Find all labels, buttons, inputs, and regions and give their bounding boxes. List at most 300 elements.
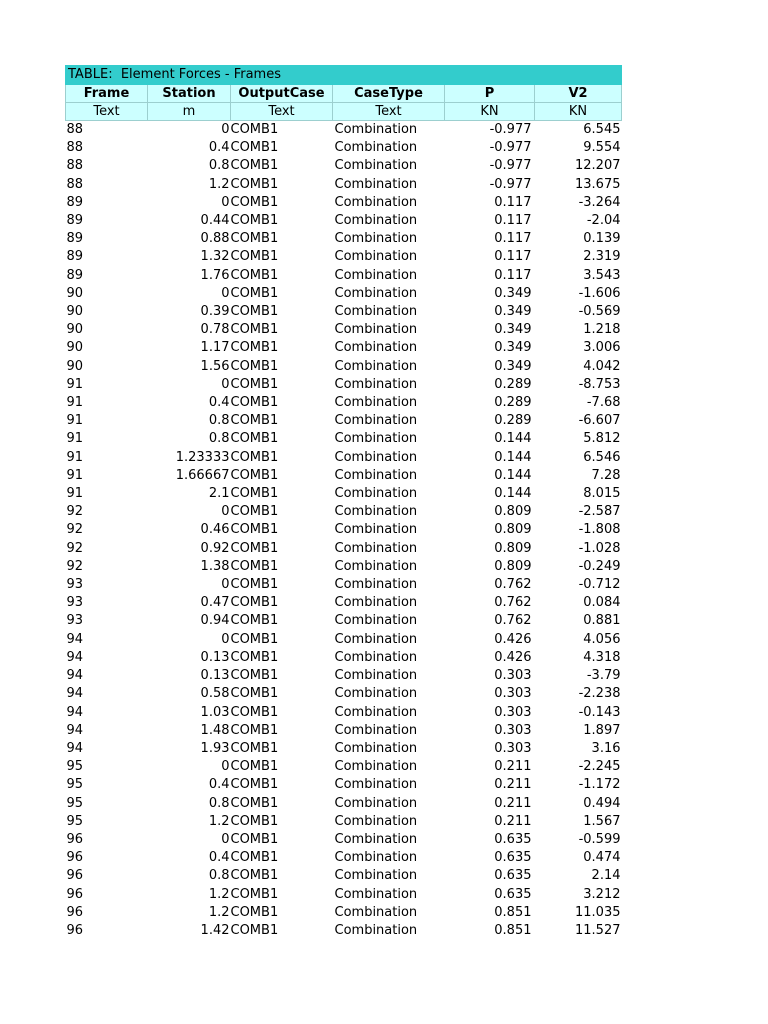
cell-frame[interactable]: 89 [66,249,84,265]
header-station[interactable]: Station [148,85,231,103]
cell-p[interactable]: 0.426 [494,649,532,665]
cell-case-type[interactable]: Combination [334,577,418,593]
cell-output-case[interactable]: COMB1 [230,668,279,684]
cell-frame[interactable]: 89 [66,194,84,210]
cell-station[interactable]: 0.13 [200,668,230,684]
cell-p[interactable]: 0.809 [494,522,532,538]
cell-frame[interactable]: 88 [66,122,84,137]
cell-case-type[interactable]: Combination [334,813,418,829]
cell-frame[interactable]: 91 [66,431,84,447]
cell-frame[interactable]: 89 [66,231,84,247]
cell-output-case[interactable]: COMB1 [230,850,279,866]
cell-v2[interactable]: -3.264 [578,194,621,210]
cell-p[interactable]: 0.144 [494,467,532,483]
cell-case-type[interactable]: Combination [334,649,418,665]
table-row [66,467,622,485]
cell-p[interactable]: 0.349 [494,358,532,374]
cell-station[interactable]: 2.1 [208,486,230,502]
table-row [66,303,622,321]
cell-p[interactable]: 0.144 [494,486,532,502]
cell-station[interactable]: 1.17 [200,340,230,356]
cell-case-type[interactable]: Combination [334,850,418,866]
cell-p[interactable]: 0.117 [494,249,532,265]
cell-v2[interactable]: -1.606 [578,285,621,301]
cell-v2[interactable]: 6.545 [583,122,621,137]
cell-p[interactable]: 0.809 [494,558,532,574]
cell-p[interactable]: 0.303 [494,740,532,756]
cell-frame[interactable]: 96 [66,831,84,847]
cell-v2[interactable]: 7.28 [591,467,621,483]
cell-frame[interactable]: 92 [66,540,84,556]
table-row [66,576,622,594]
cell-v2[interactable]: 0.881 [583,613,621,629]
cell-output-case[interactable]: COMB1 [230,558,279,574]
cell-station[interactable]: 1.32 [200,249,230,265]
cell-station[interactable]: 0.8 [208,158,230,174]
cell-station[interactable]: 0 [221,194,230,210]
unit-station[interactable]: m [148,103,231,121]
cell-station[interactable]: 1.2 [208,813,230,829]
cell-frame[interactable]: 94 [66,740,84,756]
cell-station[interactable]: 1.2 [208,176,230,192]
cell-v2[interactable]: 11.035 [575,904,621,920]
cell-station[interactable]: 1.2 [208,904,230,920]
cell-output-case[interactable]: COMB1 [230,358,279,374]
cell-v2[interactable]: 3.006 [583,340,621,356]
cell-case-type[interactable]: Combination [334,886,418,902]
cell-frame[interactable]: 93 [66,613,84,629]
cell-p[interactable]: 0.809 [494,504,532,520]
cell-frame[interactable]: 90 [66,322,84,338]
cell-p[interactable]: 0.809 [494,540,532,556]
cell-frame[interactable]: 89 [66,267,84,283]
cell-output-case[interactable]: COMB1 [230,540,279,556]
cell-v2[interactable]: -0.599 [578,831,621,847]
cell-station[interactable]: 1.66667 [175,467,230,483]
cell-p[interactable]: 0.117 [494,194,532,210]
cell-v2[interactable]: 3.16 [591,740,621,756]
cell-output-case[interactable]: COMB1 [230,340,279,356]
cell-station[interactable]: 0 [221,285,230,301]
table-title[interactable]: TABLE: Element Forces - Frames [66,66,622,85]
table-row [66,667,622,685]
cell-output-case[interactable]: COMB1 [230,759,279,775]
table-row [66,704,622,722]
cell-frame[interactable]: 93 [66,595,84,611]
cell-p[interactable]: -0.977 [489,122,532,137]
cell-station[interactable]: 1.03 [200,704,230,720]
cell-output-case[interactable]: COMB1 [230,395,279,411]
cell-output-case[interactable]: COMB1 [230,904,279,920]
cell-station[interactable]: 0.44 [200,213,230,229]
cell-p[interactable]: 0.349 [494,340,532,356]
cell-case-type[interactable]: Combination [334,831,418,847]
cell-v2[interactable]: 3.212 [583,886,621,902]
cell-output-case[interactable]: COMB1 [230,285,279,301]
cell-p[interactable]: 0.144 [494,431,532,447]
cell-v2[interactable]: -0.569 [578,304,621,320]
cell-output-case[interactable]: COMB1 [230,431,279,447]
cell-output-case[interactable]: COMB1 [230,213,279,229]
cell-p[interactable]: 0.303 [494,686,532,702]
cell-v2[interactable]: -0.143 [578,704,621,720]
cell-v2[interactable]: 13.675 [575,176,621,192]
cell-case-type[interactable]: Combination [334,668,418,684]
cell-station[interactable]: 0 [221,122,230,137]
table-row [66,831,622,849]
cell-p[interactable]: 0.426 [494,631,532,647]
cell-v2[interactable]: -1.028 [578,540,621,556]
cell-p[interactable]: 0.211 [494,813,532,829]
cell-v2[interactable]: -8.753 [578,376,621,392]
cell-station[interactable]: 0 [221,577,230,593]
cell-case-type[interactable]: Combination [334,140,418,156]
cell-station[interactable]: 0.4 [208,395,230,411]
cell-case-type[interactable]: Combination [334,213,418,229]
table-row [66,285,622,303]
cell-output-case[interactable]: COMB1 [230,449,279,465]
cell-output-case[interactable]: COMB1 [230,649,279,665]
cell-v2[interactable]: 3.543 [583,267,621,283]
table-row [66,904,622,922]
cell-v2[interactable]: 0.084 [583,595,621,611]
cell-frame[interactable]: 94 [66,722,84,738]
cell-frame[interactable]: 90 [66,285,84,301]
cell-output-case[interactable]: COMB1 [230,194,279,210]
cell-frame[interactable]: 96 [66,886,84,902]
cell-output-case[interactable]: COMB1 [230,868,279,884]
cell-p[interactable]: 0.349 [494,322,532,338]
cell-output-case[interactable]: COMB1 [230,886,279,902]
cell-frame[interactable]: 91 [66,467,84,483]
cell-station[interactable]: 0.88 [200,231,230,247]
cell-v2[interactable]: 0.494 [583,795,621,811]
cell-frame[interactable]: 90 [66,304,84,320]
cell-v2[interactable]: 1.897 [583,722,621,738]
cell-case-type[interactable]: Combination [334,704,418,720]
cell-frame[interactable]: 95 [66,777,84,793]
cell-station[interactable]: 0.13 [200,649,230,665]
cell-output-case[interactable]: COMB1 [230,595,279,611]
table-row [66,485,622,503]
cell-p[interactable]: 0.117 [494,231,532,247]
cell-output-case[interactable]: COMB1 [230,613,279,629]
cell-v2[interactable]: 2.319 [583,249,621,265]
cell-case-type[interactable]: Combination [334,376,418,392]
cell-case-type[interactable]: Combination [334,340,418,356]
cell-frame[interactable]: 94 [66,631,84,647]
cell-output-case[interactable]: COMB1 [230,140,279,156]
header-v2[interactable]: V2 [535,85,622,103]
cell-case-type[interactable]: Combination [334,795,418,811]
cell-station[interactable]: 0.4 [208,850,230,866]
cell-p[interactable]: 0.211 [494,759,532,775]
cell-case-type[interactable]: Combination [334,904,418,920]
cell-frame[interactable]: 94 [66,668,84,684]
cell-output-case[interactable]: COMB1 [230,176,279,192]
header-frame[interactable]: Frame [66,85,148,103]
cell-case-type[interactable]: Combination [334,595,418,611]
cell-case-type[interactable]: Combination [334,413,418,429]
cell-v2[interactable]: -2.245 [578,759,621,775]
cell-p[interactable]: 0.303 [494,668,532,684]
cell-station[interactable]: 0.4 [208,777,230,793]
cell-v2[interactable]: -2.238 [578,686,621,702]
cell-station[interactable]: 0.8 [208,413,230,429]
cell-output-case[interactable]: COMB1 [230,813,279,829]
cell-p[interactable]: 0.289 [494,376,532,392]
cell-frame[interactable]: 94 [66,686,84,702]
cell-case-type[interactable]: Combination [334,449,418,465]
cell-output-case[interactable]: COMB1 [230,577,279,593]
cell-case-type[interactable]: Combination [334,686,418,702]
cell-v2[interactable]: -3.79 [586,668,621,684]
cell-case-type[interactable]: Combination [334,777,418,793]
cell-output-case[interactable]: COMB1 [230,722,279,738]
cell-p[interactable]: 0.851 [494,922,532,938]
cell-frame[interactable]: 95 [66,813,84,829]
cell-case-type[interactable]: Combination [334,395,418,411]
cell-output-case[interactable]: COMB1 [230,304,279,320]
cell-output-case[interactable]: COMB1 [230,831,279,847]
cell-frame[interactable]: 88 [66,140,84,156]
cell-output-case[interactable]: COMB1 [230,686,279,702]
cell-case-type[interactable]: Combination [334,285,418,301]
cell-v2[interactable]: -6.607 [578,413,621,429]
cell-case-type[interactable]: Combination [334,558,418,574]
cell-frame[interactable]: 91 [66,449,84,465]
cell-frame[interactable]: 95 [66,795,84,811]
cell-p[interactable]: 0.303 [494,722,532,738]
cell-case-type[interactable]: Combination [334,922,418,938]
cell-case-type[interactable]: Combination [334,158,418,174]
cell-station[interactable]: 0 [221,504,230,520]
cell-p[interactable]: 0.144 [494,449,532,465]
cell-station[interactable]: 1.2 [208,886,230,902]
cell-station[interactable]: 0.8 [208,795,230,811]
cell-case-type[interactable]: Combination [334,613,418,629]
cell-frame[interactable]: 96 [66,850,84,866]
cell-p[interactable]: 0.303 [494,704,532,720]
cell-frame[interactable]: 92 [66,558,84,574]
unit-frame[interactable]: Text [66,103,148,121]
cell-p[interactable]: 0.211 [494,777,532,793]
unit-p[interactable]: KN [445,103,535,121]
cell-output-case[interactable]: COMB1 [230,158,279,174]
cell-p[interactable]: 0.851 [494,904,532,920]
cell-case-type[interactable]: Combination [334,759,418,775]
table-row [66,631,622,649]
cell-case-type[interactable]: Combination [334,740,418,756]
cell-station[interactable]: 0.94 [200,613,230,629]
cell-v2[interactable]: -1.808 [578,522,621,538]
cell-station[interactable]: 0.58 [200,686,230,702]
cell-frame[interactable]: 90 [66,340,84,356]
cell-output-case[interactable]: COMB1 [230,413,279,429]
header-p[interactable]: P [445,85,535,103]
cell-frame[interactable]: 91 [66,376,84,392]
cell-output-case[interactable]: COMB1 [230,795,279,811]
cell-v2[interactable]: -2.04 [586,213,621,229]
cell-p[interactable]: 0.117 [494,267,532,283]
cell-v2[interactable]: 1.567 [583,813,621,829]
cell-station[interactable]: 1.38 [200,558,230,574]
cell-output-case[interactable]: COMB1 [230,122,279,137]
cell-case-type[interactable]: Combination [334,304,418,320]
cell-frame[interactable]: 92 [66,504,84,520]
cell-v2[interactable]: -2.587 [578,504,621,520]
cell-output-case[interactable]: COMB1 [230,376,279,392]
cell-station[interactable]: 1.23333 [175,449,230,465]
cell-p[interactable]: 0.762 [494,577,532,593]
cell-case-type[interactable]: Combination [334,322,418,338]
cell-case-type[interactable]: Combination [334,504,418,520]
unit-case-type[interactable]: Text [333,103,445,121]
header-case-type[interactable]: CaseType [333,85,445,103]
header-output-case[interactable]: OutputCase [231,85,333,103]
cell-station[interactable]: 0 [221,759,230,775]
cell-station[interactable]: 0 [221,376,230,392]
cell-frame[interactable]: 91 [66,486,84,502]
cell-output-case[interactable]: COMB1 [230,522,279,538]
cell-station[interactable]: 1.76 [200,267,230,283]
cell-p[interactable]: 0.762 [494,613,532,629]
cell-p[interactable]: 0.349 [494,285,532,301]
cell-case-type[interactable]: Combination [334,194,418,210]
cell-v2[interactable]: 0.474 [583,850,621,866]
cell-output-case[interactable]: COMB1 [230,231,279,247]
cell-v2[interactable]: 2.14 [591,868,621,884]
cell-station[interactable]: 0.78 [200,322,230,338]
cell-v2[interactable]: 4.318 [583,649,621,665]
cell-station[interactable]: 1.93 [200,740,230,756]
cell-p[interactable]: -0.977 [489,158,532,174]
cell-station[interactable]: 0.39 [200,304,230,320]
cell-frame[interactable]: 89 [66,213,84,229]
cell-frame[interactable]: 95 [66,759,84,775]
cell-output-case[interactable]: COMB1 [230,740,279,756]
cell-output-case[interactable]: COMB1 [230,322,279,338]
unit-output-case[interactable]: Text [231,103,333,121]
cell-output-case[interactable]: COMB1 [230,631,279,647]
unit-v2[interactable]: KN [535,103,622,121]
cell-output-case[interactable]: COMB1 [230,704,279,720]
cell-output-case[interactable]: COMB1 [230,777,279,793]
cell-v2[interactable]: 4.042 [583,358,621,374]
table-row [66,758,622,776]
cell-p[interactable]: 0.762 [494,595,532,611]
cell-case-type[interactable]: Combination [334,431,418,447]
cell-p[interactable]: 0.289 [494,413,532,429]
cell-v2[interactable]: 8.015 [583,486,621,502]
cell-station[interactable]: 0.4 [208,140,230,156]
cell-case-type[interactable]: Combination [334,267,418,283]
cell-station[interactable]: 0.92 [200,540,230,556]
cell-output-case[interactable]: COMB1 [230,249,279,265]
table-row [66,849,622,867]
cell-p[interactable]: 0.349 [494,304,532,320]
cell-frame[interactable]: 88 [66,158,84,174]
cell-station[interactable]: 1.56 [200,358,230,374]
cell-p[interactable]: 0.635 [494,868,532,884]
cell-case-type[interactable]: Combination [334,722,418,738]
cell-output-case[interactable]: COMB1 [230,267,279,283]
cell-frame[interactable]: 91 [66,413,84,429]
cell-station[interactable]: 0.8 [208,431,230,447]
table-row [66,194,622,212]
cell-case-type[interactable]: Combination [334,540,418,556]
cell-v2[interactable]: 0.139 [583,231,621,247]
cell-v2[interactable]: 12.207 [575,158,621,174]
cell-case-type[interactable]: Combination [334,249,418,265]
cell-p[interactable]: 0.635 [494,850,532,866]
cell-frame[interactable]: 92 [66,522,84,538]
cell-station[interactable]: 0.8 [208,868,230,884]
cell-station[interactable]: 0 [221,831,230,847]
cell-p[interactable]: 0.289 [494,395,532,411]
cell-v2[interactable]: 4.056 [583,631,621,647]
cell-station[interactable]: 0 [221,631,230,647]
cell-station[interactable]: 0.47 [200,595,230,611]
cell-case-type[interactable]: Combination [334,868,418,884]
cell-v2[interactable]: -0.249 [578,558,621,574]
cell-output-case[interactable]: COMB1 [230,922,279,938]
cell-p[interactable]: -0.977 [489,140,532,156]
cell-frame[interactable]: 91 [66,395,84,411]
cell-frame[interactable]: 96 [66,922,84,938]
cell-v2[interactable]: 1.218 [583,322,621,338]
table-row [66,649,622,667]
cell-p[interactable]: -0.977 [489,176,532,192]
cell-station[interactable]: 1.48 [200,722,230,738]
cell-p[interactable]: 0.635 [494,831,532,847]
cell-output-case[interactable]: COMB1 [230,467,279,483]
cell-p[interactable]: 0.211 [494,795,532,811]
cell-case-type[interactable]: Combination [334,231,418,247]
cell-frame[interactable]: 94 [66,704,84,720]
cell-v2[interactable]: 5.812 [583,431,621,447]
table-row [66,540,622,558]
cell-output-case[interactable]: COMB1 [230,504,279,520]
cell-case-type[interactable]: Combination [334,467,418,483]
cell-v2[interactable]: -7.68 [586,395,621,411]
cell-p[interactable]: 0.635 [494,886,532,902]
table-row [66,339,622,357]
cell-case-type[interactable]: Combination [334,486,418,502]
cell-frame[interactable]: 94 [66,649,84,665]
cell-case-type[interactable]: Combination [334,522,418,538]
cell-frame[interactable]: 93 [66,577,84,593]
cell-v2[interactable]: 9.554 [583,140,621,156]
table-row [66,430,622,448]
cell-p[interactable]: 0.117 [494,213,532,229]
cell-v2[interactable]: -1.172 [578,777,621,793]
cell-frame[interactable]: 88 [66,176,84,192]
cell-case-type[interactable]: Combination [334,631,418,647]
cell-frame[interactable]: 96 [66,904,84,920]
cell-station[interactable]: 0.46 [200,522,230,538]
cell-case-type[interactable]: Combination [334,358,418,374]
cell-v2[interactable]: 11.527 [575,922,621,938]
cell-frame[interactable]: 90 [66,358,84,374]
cell-station[interactable]: 1.42 [200,922,230,938]
cell-frame[interactable]: 96 [66,868,84,884]
cell-v2[interactable]: 6.546 [583,449,621,465]
cell-case-type[interactable]: Combination [334,122,418,137]
cell-v2[interactable]: -0.712 [578,577,621,593]
cell-output-case[interactable]: COMB1 [230,486,279,502]
cell-case-type[interactable]: Combination [334,176,418,192]
